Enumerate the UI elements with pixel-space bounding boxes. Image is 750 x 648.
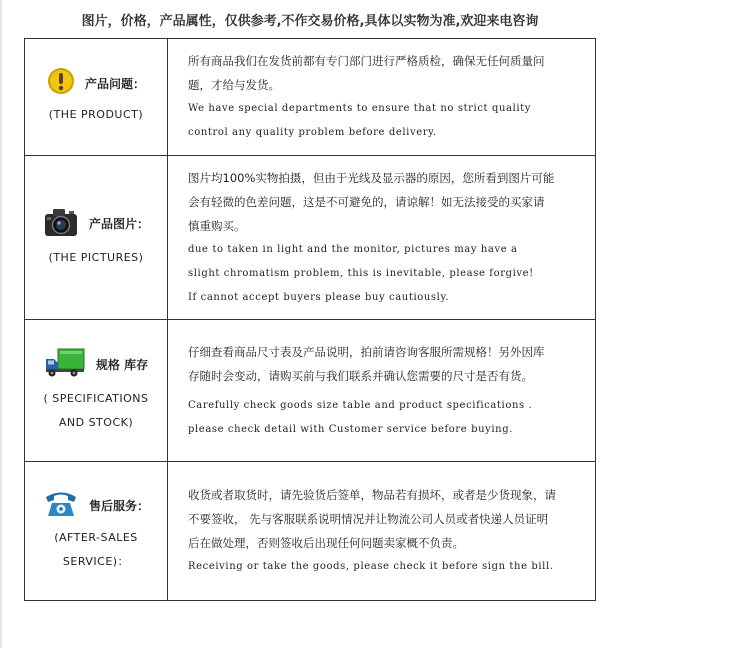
camera-icon — [43, 206, 79, 242]
policy-row-product — [25, 39, 596, 156]
row-label — [25, 462, 168, 601]
zh-line: 所有商品我们在发货前都有专门部门进行严格质检，确保无任何质量问 — [188, 54, 545, 68]
row-label — [25, 39, 168, 156]
en-line: control any quality problem before delivery. — [188, 127, 437, 138]
row-subtitle-line: (THE PICTURES) — [48, 250, 144, 264]
en-line: slight chromatism problem, this is inevitable, please forgive! — [188, 267, 534, 279]
row-subtitle — [25, 387, 167, 435]
store-policy-table — [24, 38, 596, 601]
zh-line: 收货或者取货时，请先验货后签单，物品若有损坏，或者是少货现象，请 — [188, 488, 556, 502]
row-subtitle-line: AND STOCK) — [58, 415, 134, 429]
zh-line: 会有轻微的色差问题，这是不可避免的，请谅解！如无法接受的买家请 — [188, 194, 545, 209]
en-line: due to taken in light and the monitor, pictures may have a — [188, 243, 518, 255]
policy-row-pictures — [25, 156, 596, 320]
zh-line: 慎重购买。 — [188, 218, 246, 233]
zh-line: 不要签收， 先与客服联系说明情况并让物流公司人员或者快递人员证明 — [188, 512, 549, 526]
row-subtitle — [25, 526, 167, 574]
row-title: 产品图片： — [88, 217, 149, 231]
row-description — [168, 156, 596, 320]
en-line: If cannot accept buyers please buy cautiously. — [188, 291, 450, 303]
en-line: We have special departments to ensure that no strict quality — [188, 103, 532, 114]
truck-icon — [44, 347, 86, 383]
row-subtitle — [25, 103, 167, 127]
notice-banner: 图片，价格，产品属性，仅供参考,不作交易价格,具体以实物为准,欢迎来电咨询 — [81, 14, 539, 29]
telephone-icon — [43, 488, 79, 522]
row-title: 产品问题： — [84, 76, 145, 91]
row-title: 售后服务： — [88, 498, 149, 513]
row-label — [25, 320, 168, 462]
row-subtitle-line: (THE PRODUCT) — [48, 108, 144, 121]
en-line: please check detail with Customer service before buying. — [188, 423, 514, 435]
row-subtitle-line: ( SPECIFICATIONS — [43, 391, 149, 405]
row-description — [168, 462, 596, 601]
row-label — [25, 156, 168, 320]
zh-line: 题，才给与发货。 — [188, 78, 280, 92]
zh-line: 图片均100%实物拍摄，但由于光线及显示器的原因，您所看到图片可能 — [188, 170, 555, 185]
row-title: 规格 库存 — [95, 358, 149, 372]
zh-line: 存随时会变动，请购买前与我们联系并确认您需要的尺寸是否有货。 — [188, 368, 533, 383]
row-subtitle-line: SERVICE)： — [62, 555, 130, 568]
warning-icon — [47, 67, 75, 99]
en-line: Carefully check goods size table and product specifications . — [188, 399, 533, 411]
policy-row-after-sales — [25, 462, 596, 601]
page-left-border — [0, 0, 2, 648]
en-line: Receiving or take the goods, please check it before sign the bill. — [188, 561, 554, 572]
policy-row-specifications — [25, 320, 596, 462]
row-description — [168, 320, 596, 462]
zh-line: 后在做处理，否则签收后出现任何问题卖家概不负责。 — [188, 536, 464, 550]
row-subtitle-line: (AFTER-SALES — [54, 531, 138, 544]
row-description — [168, 39, 596, 156]
row-subtitle — [25, 246, 167, 270]
zh-line: 仔细查看商品尺寸表及产品说明，拍前请咨询客服所需规格！另外因库 — [188, 344, 545, 359]
